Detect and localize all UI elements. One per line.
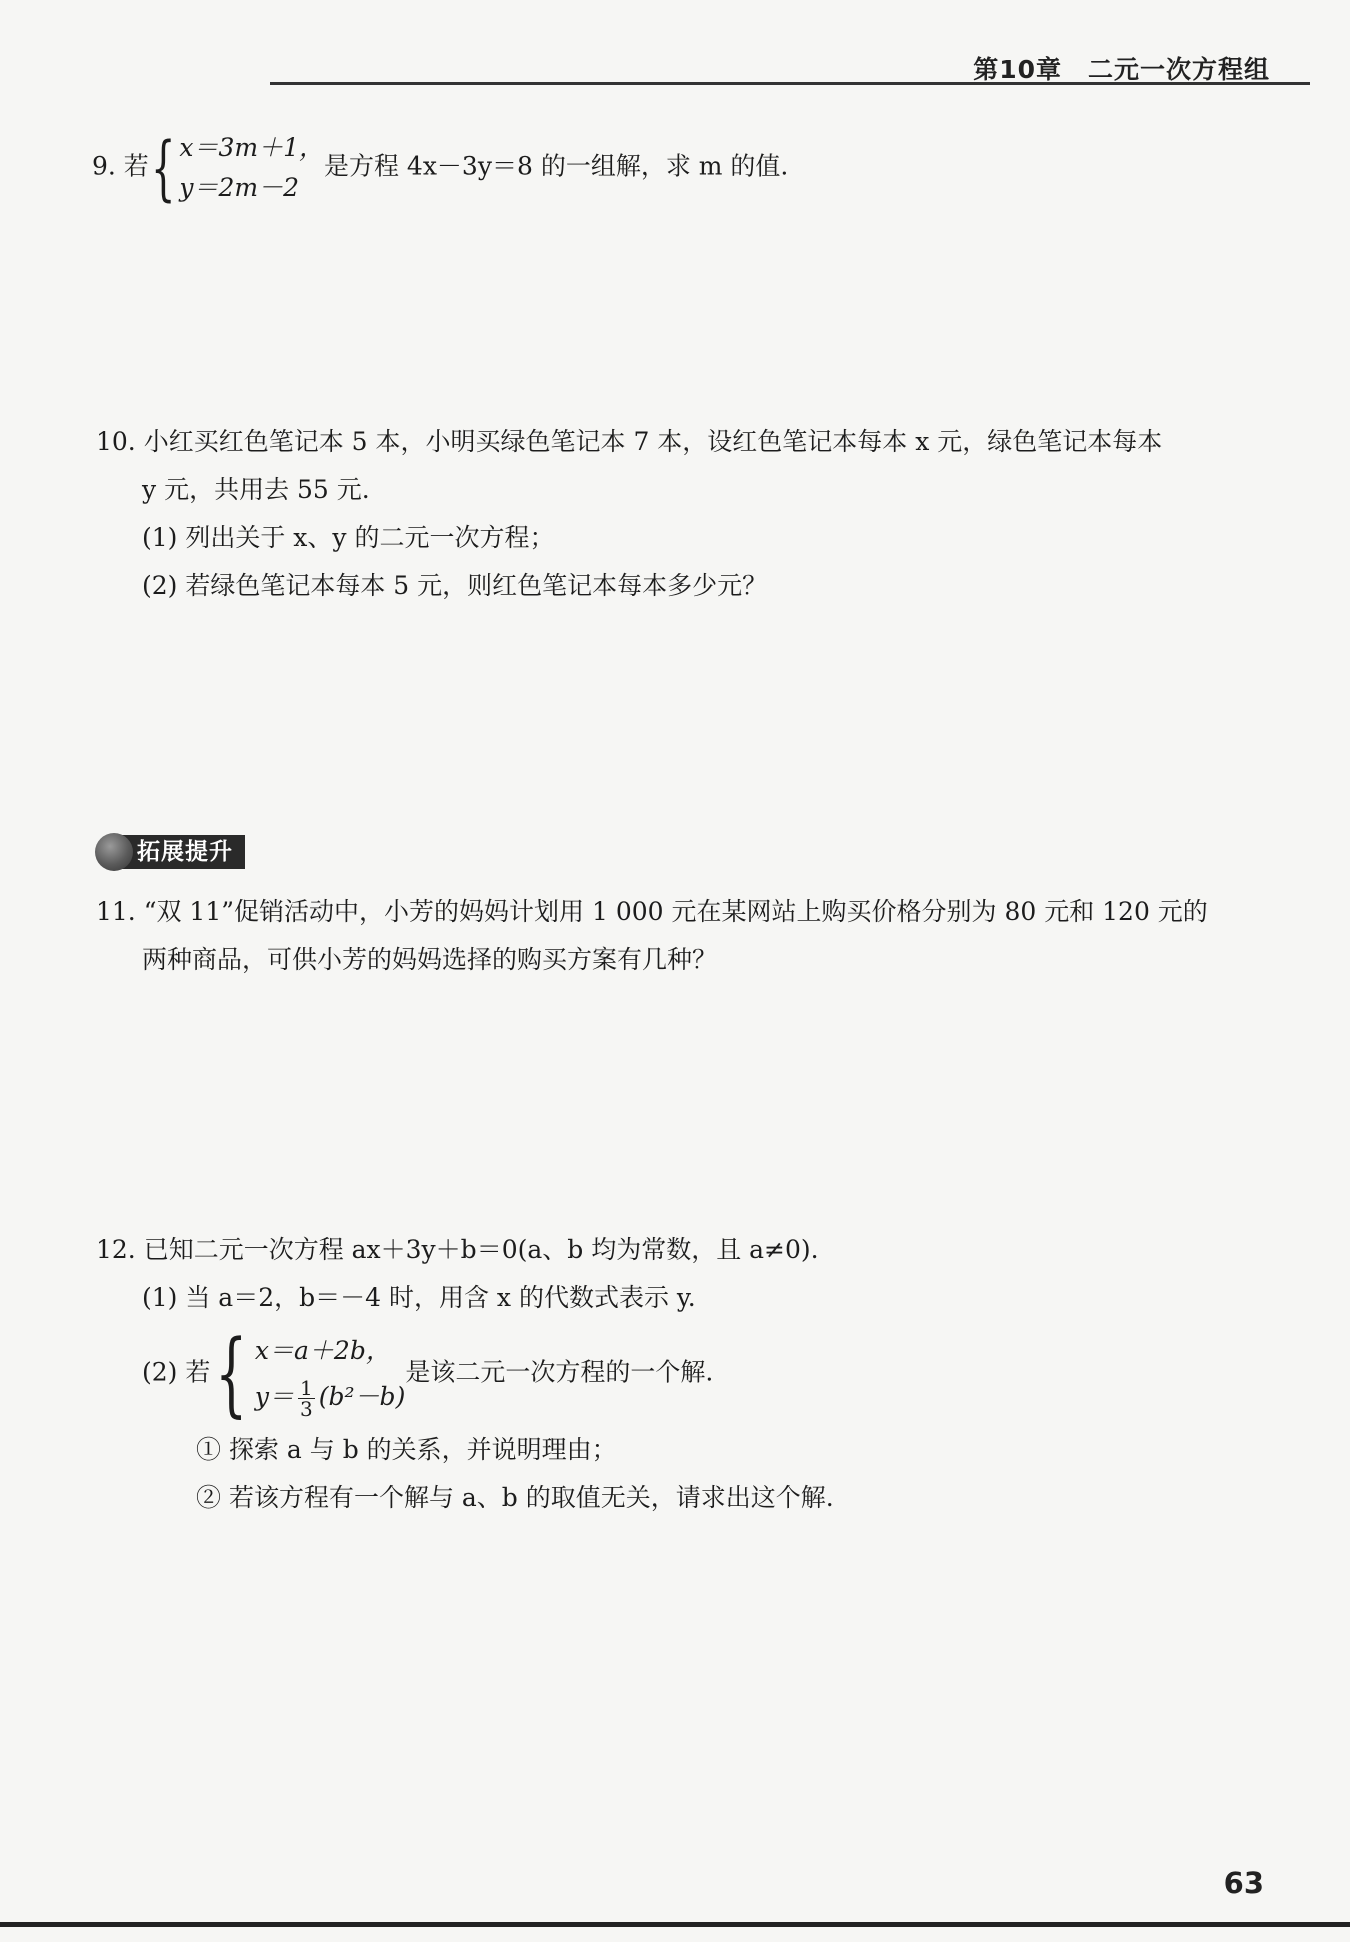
page-number: 63 <box>1223 1866 1264 1900</box>
q11-line-1: 11. “双 11”促销活动中，小芳的妈妈计划用 1 000 元在某网站上购买价格分别为 80 元和 120 元的 <box>96 897 1208 926</box>
header-rule <box>270 82 1310 85</box>
question-12 <box>96 1226 834 1522</box>
q9-system-row-1: x＝3m＋1， <box>179 133 324 162</box>
q12-part-2-prefix: (2) 若 <box>142 1357 211 1387</box>
q12-system-row-2: y＝ $\frac{1}{3}$ (b²－b) <box>254 1376 406 1421</box>
section-badge-label: 拓展提升 <box>115 835 245 869</box>
question-10 <box>96 418 1162 610</box>
lightbulb-icon <box>95 833 133 871</box>
left-brace: { <box>150 127 176 209</box>
q12-part-2-suffix: 是该二元一次方程的一个解. <box>405 1357 714 1387</box>
q12-part-1: (1) 当 a＝2，b＝－4 时，用含 x 的代数式表示 y. <box>142 1283 696 1312</box>
q12-sub-1: ① 探索 a 与 b 的关系，并说明理由； <box>196 1435 617 1464</box>
q10-part-1: (1) 列出关于 x、y 的二元一次方程； <box>142 523 555 552</box>
q10-line-1: 10. 小红买红色笔记本 5 本，小明买绿色笔记本 7 本，设红色笔记本每本 x 元，绿色笔记本每本 <box>96 427 1163 456</box>
q12-line-1: 12. 已知二元一次方程 ax＋3y＋b＝0(a、b 均为常数，且 a≠0). <box>96 1235 819 1264</box>
q10-part-2: (2) 若绿色笔记本每本 5 元，则红色笔记本每本多少元？ <box>142 571 768 600</box>
q11-line-2: 两种商品，可供小芳的妈妈选择的购买方案有几种？ <box>142 945 718 974</box>
footer-rule <box>0 1922 1350 1927</box>
q12-system-row-1: x＝a＋2b， <box>254 1336 391 1365</box>
fraction-one-third: $\frac{1}{3}$ <box>300 1376 313 1421</box>
chapter-title: 第10章 二元一次方程组 <box>973 55 1270 84</box>
q10-line-2: y 元，共用去 55 元. <box>142 475 370 504</box>
left-brace: { <box>215 1320 248 1427</box>
section-badge <box>95 832 245 872</box>
q9-suffix: 是方程 4x－3y＝8 的一组解，求 m 的值. <box>323 151 789 181</box>
q12-equation-system <box>255 1328 405 1420</box>
q12-part-2 <box>96 1320 834 1427</box>
question-11 <box>96 888 1208 984</box>
q9-system-row-2: y＝2m－2 <box>179 173 300 202</box>
q9-prefix: 9. 若 <box>92 151 149 181</box>
q9-equation-system <box>179 128 324 208</box>
q12-sub-2: ② 若该方程有一个解与 a、b 的取值无关，请求出这个解. <box>196 1483 834 1512</box>
question-9 <box>92 128 788 208</box>
